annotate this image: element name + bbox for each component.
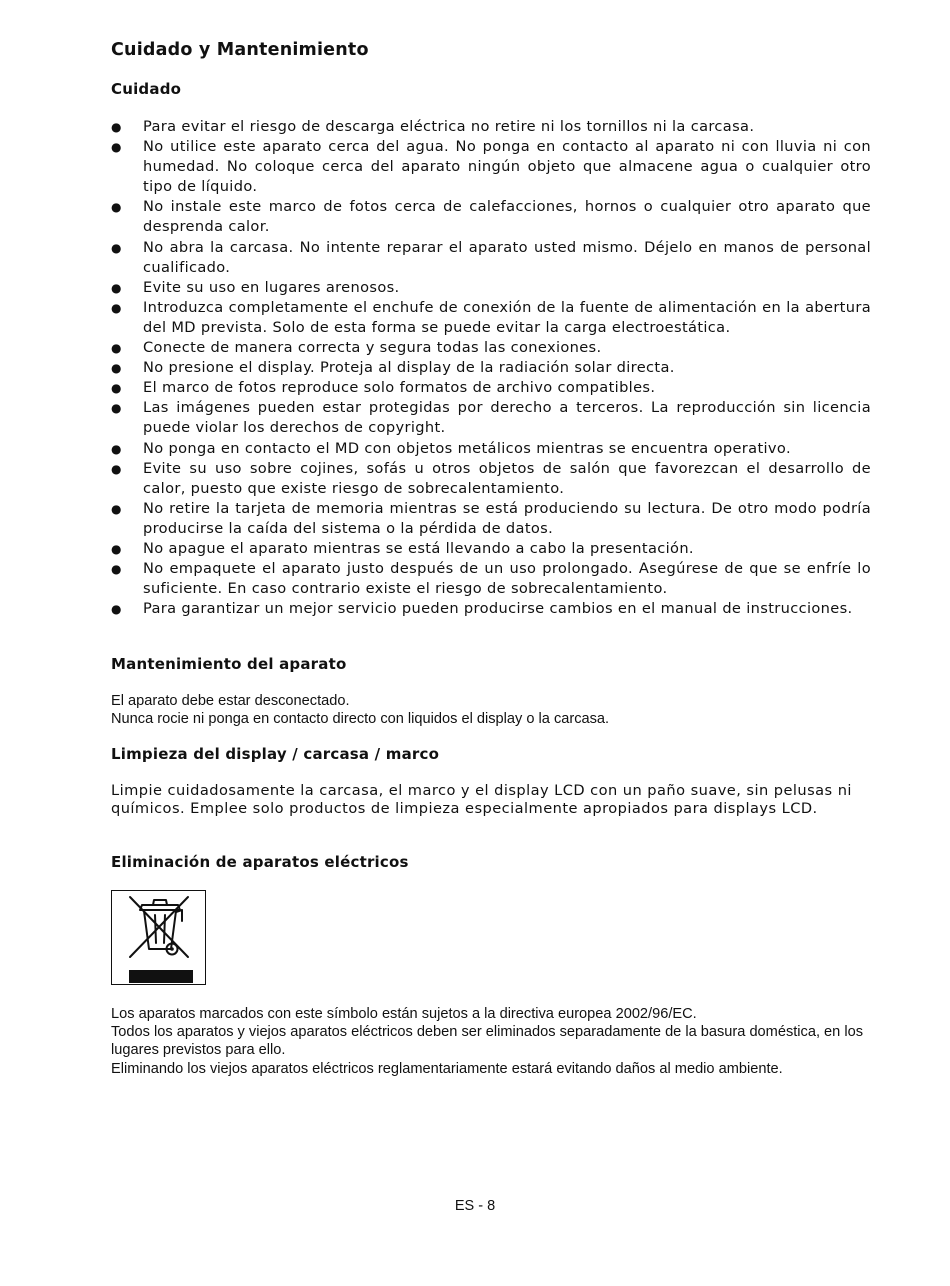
- bullet-icon: ●: [111, 140, 122, 155]
- list-item: [111, 298, 871, 338]
- list-item: [111, 539, 871, 559]
- cleaning-heading: Limpieza del display / carcasa / marco: [111, 745, 440, 763]
- care-list: [111, 117, 871, 619]
- list-item: [111, 137, 871, 197]
- list-item-text: No retire la tarjeta de memoria mientras se está produciendo su lectura. De otro modo podría producirse la caída del sistema o la pérdida de datos.: [143, 499, 871, 537]
- bullet-icon: ●: [111, 300, 122, 315]
- page-title: Cuidado y Mantenimiento: [111, 40, 369, 60]
- crossed-out-wheelie-bin-icon: [111, 890, 206, 985]
- list-item: [111, 599, 871, 619]
- list-item: [111, 439, 871, 459]
- list-item-text: Conecte de manera correcta y segura todas las conexiones.: [143, 339, 602, 357]
- list-item: [111, 398, 871, 438]
- list-item-text: Evite su uso sobre cojines, sofás u otros objetos de salón que favorezcan el desarrollo de calor, puesto que existe riesgo de sobrecalentamiento.: [143, 459, 871, 497]
- disposal-line-1: Los aparatos marcados con este símbolo están sujetos a la directiva europea 2002/96/EC.: [111, 1006, 697, 1022]
- list-item-text: Para garantizar un mejor servicio pueden producirse cambios en el manual de instrucciones.: [143, 600, 853, 618]
- bullet-icon: ●: [111, 120, 122, 134]
- page-number: ES - 8: [454, 1198, 496, 1214]
- bullet-icon: ●: [111, 501, 122, 516]
- disposal-text: [111, 1005, 871, 1078]
- disposal-line-3: Eliminando los viejos aparatos eléctricos reglamentariamente estará evitando daños al medio ambiente.: [111, 1060, 783, 1077]
- bullet-icon: ●: [111, 381, 122, 396]
- list-item: [111, 338, 871, 358]
- disposal-line-2: Todos los aparatos y viejos aparatos eléctricos deben ser eliminados separadamente de la basura doméstica, en los lugares previstos para ello.: [111, 1024, 864, 1059]
- list-item-text: No ponga en contacto el MD con objetos metálicos mientras se encuentra operativo.: [143, 439, 791, 457]
- list-item: [111, 117, 871, 137]
- list-item-text: No presione el display. Proteja al display de la radiación solar directa.: [143, 359, 675, 377]
- list-item-text: No instale este marco de fotos cerca de calefacciones, hornos o cualquier otro aparato que desprenda calor.: [143, 198, 871, 236]
- list-item-text: Para evitar el riesgo de descarga eléctrica no retire ni los tornillos ni la carcasa.: [143, 118, 755, 135]
- list-item-text: Introduzca completamente el enchufe de conexión de la fuente de alimentación en la abertura del MD prevista. Solo de esta forma se puede evitar la carga electroestática.: [143, 298, 871, 336]
- bullet-icon: ●: [111, 461, 122, 476]
- disposal-heading: Eliminación de aparatos eléctricos: [111, 853, 409, 871]
- bullet-icon: ●: [111, 441, 122, 456]
- list-item-text: No empaquete el aparato justo después de un uso prolongado. Asegúrese de que se enfríe lo suficiente. En caso contrario existe el riesgo de sobrecalentamiento.: [143, 560, 871, 598]
- list-item: [111, 278, 871, 298]
- list-item-text: Las imágenes pueden estar protegidas por derecho a terceros. La reproducción sin licencia puede violar los derechos de copyright.: [143, 399, 871, 437]
- bullet-icon: ●: [111, 562, 122, 577]
- maintenance-text: [111, 692, 871, 728]
- bullet-icon: ●: [111, 200, 122, 215]
- list-item-text: No abra la carcasa. No intente reparar el aparato usted mismo. Déjelo en manos de personal cualificado.: [143, 238, 871, 276]
- bullet-icon: ●: [111, 401, 122, 416]
- list-item: [111, 459, 871, 499]
- list-item: [111, 358, 871, 378]
- bullet-icon: ●: [111, 240, 122, 255]
- maintenance-heading: Mantenimiento del aparato: [111, 655, 347, 673]
- list-item-text: No utilice este aparato cerca del agua. No ponga en contacto al aparato ni con lluvia ni con humedad. No coloque cerca del aparato ningún objeto que almacene agua o cualquier otro tipo de líquido.: [143, 138, 871, 196]
- list-item-text: El marco de fotos reproduce solo formatos de archivo compatibles.: [143, 379, 656, 397]
- maintenance-line-1: El aparato debe estar desconectado.: [111, 693, 350, 709]
- list-item: [111, 378, 871, 398]
- cleaning-text: Limpie cuidadosamente la carcasa, el marco y el display LCD con un paño suave, sin pelusas ni químicos. Emplee solo productos de limpieza especialmente apropiados para displays LCD.: [111, 782, 852, 818]
- care-heading: Cuidado: [111, 80, 182, 98]
- list-item: [111, 499, 871, 539]
- maintenance-line-2: Nunca rocie ni ponga en contacto directo con liquidos el display o la carcasa.: [111, 711, 610, 728]
- list-item-text: Evite su uso en lugares arenosos.: [143, 278, 400, 296]
- bullet-icon: ●: [111, 361, 122, 376]
- list-item: [111, 197, 871, 237]
- list-item: [111, 238, 871, 278]
- bullet-icon: ●: [111, 341, 122, 356]
- bullet-icon: ●: [111, 541, 122, 556]
- bullet-icon: ●: [111, 602, 122, 617]
- bullet-icon: ●: [111, 280, 122, 295]
- list-item: [111, 559, 871, 599]
- list-item-text: No apague el aparato mientras se está llevando a cabo la presentación.: [143, 539, 694, 557]
